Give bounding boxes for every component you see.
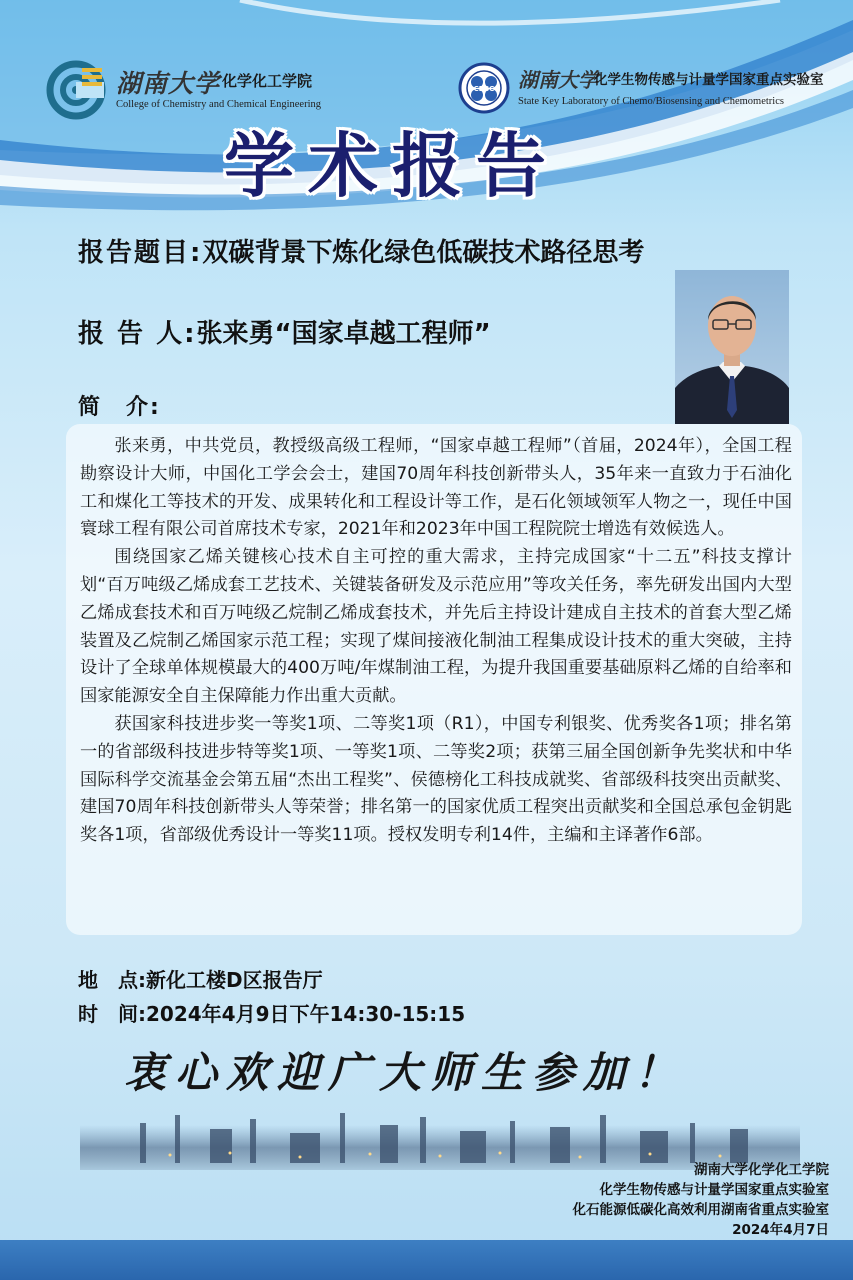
time-row xyxy=(78,998,465,1027)
lab-logo-text: CBSC xyxy=(473,85,495,93)
lab-name: 化学生物传感与计量学国家重点实验室 xyxy=(594,72,824,88)
university-name-right: 湖南大学 xyxy=(518,68,598,92)
time-value: 2024年4月9日下午14:30-15:15 xyxy=(146,1002,466,1026)
organizer-line: 化学生物传感与计量学国家重点实验室 xyxy=(599,1182,829,1198)
topic-value: 双碳背景下炼化绿色低碳技术路径思考 xyxy=(202,238,645,268)
university-name: 湖南大学 xyxy=(116,69,221,98)
speaker-row xyxy=(78,313,491,350)
location-label: 地 点: xyxy=(78,968,146,992)
bio-paragraph: 张来勇，中共党员，教授级高级工程师，“国家卓越工程师”（首届，2024年），全国工程勘察设计大师，中国化工学会会士，建国70周年科技创新带头人，35年来一直致力于石油化工和煤化工等技术的开发、成果转化和工程设计等工作，是石化领域领军人物之一，现任中国寰球工程有限公司首席技术专家，2021年和2023年中国工程院院士增选有效候选人。 xyxy=(80,436,792,540)
college-name: 化学化工学院 xyxy=(222,72,313,90)
intro-label: 简 介: xyxy=(78,395,161,420)
bio-paragraph: 获国家科技进步奖一等奖1项、二等奖1项（R1），中国专利银奖、优秀奖各1项；排名第一的省部级科技进步特等奖1项、一等奖1项、二等奖2项；获第三届全国创新争先奖状和中华国际科学交流基金会第五届“杰出工程奖”、侯德榜化工科技成就奖、省部级科技突出贡献奖、建国70周年科技创新带头人等荣誉；排名第一的国家优质工程突出贡献奖和全国总承包金钥匙奖各1项，省部级优秀设计一等奖11项。授权发明专利14件，主编和主译著作6部。 xyxy=(80,713,792,846)
college-name-en: College of Chemistry and Chemical Engineering xyxy=(116,99,321,110)
location-row xyxy=(78,964,323,993)
bio-paragraph: 围绕国家乙烯关键核心技术自主可控的重大需求，主持完成国家“十二五”科技支撑计划“百万吨级乙烯成套工艺技术、关键装备研发及示范应用”等攻关任务，率先研发出国内大型乙烯成套技术和百万吨级乙烷制乙烯成套技术，并先后主持设计建成自主技术的首套大型乙烯装置及乙烷制乙烯国家示范工程；实现了煤间接液化制油工程集成设计技术的重大突破，主持设计了全球单体规模最大的400万吨/年煤制油工程，为提升我国重要基础原料乙烯的自给率和国家能源安全自主保障能力作出重大贡献。 xyxy=(80,547,792,707)
welcome-slogan: 衷心欢迎广大师生参加！ xyxy=(124,1048,686,1097)
location-value: 新化工楼D区报告厅 xyxy=(146,968,323,992)
speaker-label: 报 告 人: xyxy=(78,319,197,349)
issue-date: 2024年4月7日 xyxy=(732,1222,829,1238)
organizer-line: 化石能源低碳化高效利用湖南省重点实验室 xyxy=(572,1202,829,1218)
organizer-footer xyxy=(573,1160,830,1240)
page-title: 学术报告 xyxy=(224,125,560,207)
topic-row xyxy=(78,232,644,269)
organizer-line: 湖南大学化学化工学院 xyxy=(694,1162,829,1178)
speaker-value: 张来勇“国家卓越工程师” xyxy=(196,319,491,349)
speaker-portrait-icon xyxy=(675,270,789,424)
bottom-band xyxy=(0,1240,853,1280)
time-label: 时 间: xyxy=(78,1002,146,1026)
bio-text xyxy=(80,433,792,850)
lab-logo-icon xyxy=(458,62,510,114)
lab-name-en: State Key Laboratory of Chemo/Biosensing and Chemometrics xyxy=(518,96,784,107)
speaker-photo xyxy=(675,270,789,424)
college-logo-icon xyxy=(46,60,106,120)
topic-label: 报告题目: xyxy=(78,238,203,268)
